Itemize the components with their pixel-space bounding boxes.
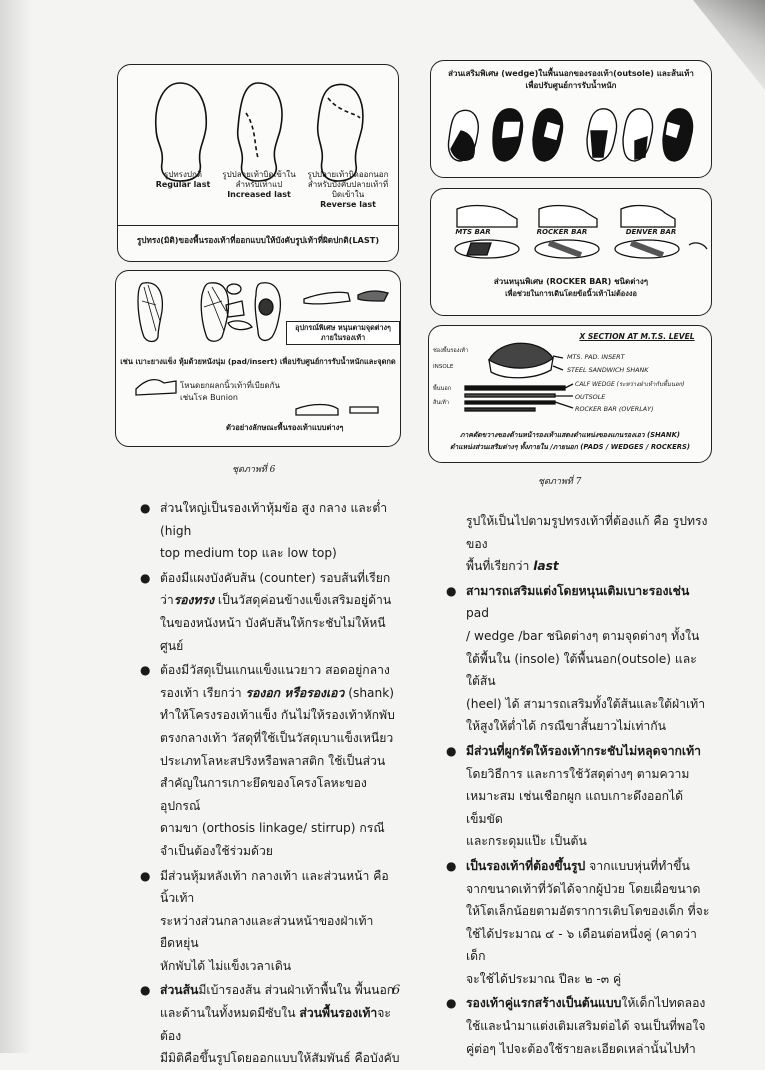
- bullet-coverage: [138, 865, 400, 978]
- shoe-examples-caption: ตัวอย่างลักษณะพื้นรองเท้าแบบต่างๆ: [226, 423, 344, 432]
- wedge-title-2: เพื่อปรับศูนย์การรับน้ำหนัก: [525, 81, 617, 90]
- denver-bar-label: DENVER BAR: [625, 228, 677, 236]
- b5-line-1: ส่วนส้นมีเบ้ารองส้น ส่วนฝ่าเท้าพื้นใน พื้นนอก: [160, 983, 395, 998]
- b1-line-1: ส่วนใหญ่เป็นรองเท้าหุ้มข้อ สูง กลาง และต่ำ (high: [160, 501, 388, 538]
- bullet-padding: [444, 580, 712, 738]
- b4-line-1: มีส่วนหุ้มหลังเท้า กลางเท้า และส่วนหน้า คือนิ้วเท้า: [160, 868, 389, 906]
- b3-line-7: ดามขา (orthosis linkage/ stirrup) กรณี: [160, 821, 385, 836]
- fig7-section-panel: [428, 325, 712, 463]
- fig7-rocker-panel: [430, 188, 712, 316]
- r3-line-5: จะใช้ได้ประมาณ ปีละ ๒ -๓ คู่: [466, 971, 622, 986]
- section-label-1: MTS. PAD. INSERT: [567, 353, 625, 361]
- c1-line-2: พื้นที่เรียกว่า last: [466, 559, 559, 574]
- mts-bar-label: MTS BAR: [455, 228, 491, 236]
- reverse-last-label-3: บิดเข้าใน: [331, 190, 365, 199]
- bullet-dot: ●: [140, 868, 151, 883]
- bullet-molded: [444, 855, 712, 991]
- term-shank: รองอก หรือรองเอว: [245, 685, 345, 700]
- pad-note-box: [286, 321, 400, 345]
- section-left-3: พื้นนอก: [433, 386, 452, 392]
- bullet-dot: ●: [140, 570, 151, 585]
- b3-line-3: ทำให้โครงรองเท้าแข็ง กันไม่ให้รองเท้าหักพับ: [160, 708, 395, 723]
- section-label-4: OUTSOLE: [575, 393, 606, 401]
- bullet-dot: ●: [140, 501, 151, 515]
- r1-line-2: / wedge /bar ชนิดต่างๆ ตามจุดต่างๆ ทั้งใน: [466, 628, 700, 643]
- r1-line-4: (heel) ได้ สามารถเสริมทั้งใต้ส้นและใต้ฝ่าเท้า: [466, 696, 706, 711]
- bullet-shank: [138, 659, 400, 862]
- fig7-wedge-panel: [430, 60, 712, 178]
- bullet-dot: ●: [446, 583, 457, 598]
- pad-note-1: อุปกรณ์พิเศษ หนุนตามจุดต่างๆ: [295, 323, 391, 332]
- b5-line-2: และด้านในทั้งหมดมีซับใน ส่วนพื้นรองเท้าจะต้อง: [160, 1006, 391, 1043]
- b4-line-3: หักพับได้ ไม่แข็งเวลาเดิน: [160, 958, 292, 973]
- increased-last-label-2: สำหรับเท้าแป: [235, 180, 283, 189]
- section-left-1: ช่องพื้นรองเท้า: [433, 348, 469, 354]
- figure-6-caption: ชุดภาพที่ 6: [232, 465, 276, 475]
- foot-lasts-illustration: [118, 73, 398, 183]
- increased-last-label-en: Increased last: [227, 190, 291, 199]
- last-panel-footer: รูปทรง(มิติ)ของพื้นรองเท้าที่ออกแบบให้บังคับรูปเท้าที่ผิดปกติ(LAST): [136, 235, 380, 245]
- bunion-note-2: เช่นโรค Bunion: [180, 393, 238, 402]
- section-left-2: INSOLE: [433, 364, 454, 370]
- fig6-insert-panel: [115, 270, 401, 447]
- bunion-note-1: โหนดยกผลกนิ้วเท้าที่เบียดกัน: [180, 381, 280, 390]
- r2-line-3: เหมาะสม เช่นเชือกผูก แถบเกาะดึงออกได้ เข็มขัด: [466, 789, 684, 826]
- increased-last-label-1: รูปปลายเท้าบิดเข้าใน: [222, 170, 296, 179]
- figure-7-caption: ชุดภาพที่ 7: [538, 477, 582, 487]
- r3-line-2: จากขนาดเท้าที่วัดได้จากผู้ป่วย โดยเผื่อขนาด: [466, 881, 701, 896]
- section-left-4: ส้นเท้า: [433, 400, 449, 406]
- rocker-bar-label: ROCKER BAR: [536, 228, 588, 236]
- regular-last-outline: [156, 83, 207, 181]
- rocker-bar-illustration: [431, 197, 711, 277]
- wedge-title-1: ส่วนเสริมพิเศษ (wedge)ในพื้นนอกของรองเท้า(outsole) และส้นเท้า: [448, 69, 694, 78]
- r3-line-4: ใช้ได้ประมาณ ๔ - ๖ เดือนต่อหนึ่งคู่ (คาดว่าเด็ก: [466, 926, 697, 964]
- bullet-dot: ●: [446, 858, 457, 873]
- reverse-last-label-1: รูปปลายเท้าบิดออกนอก: [307, 170, 389, 179]
- bullet-fastening: [444, 740, 712, 853]
- section-title: X SECTION AT M.T.S. LEVEL: [579, 332, 695, 341]
- r4-line-2: ใช้และนำมาแต่งเติมเสริมต่อได้ จนเป็นที่พอใจ: [466, 1019, 706, 1034]
- b3-line-6: สำคัญในการเกาะยึดของโครงโลหะของอุปกรณ์: [160, 776, 367, 813]
- r3-line-3: ให้โตเล็กน้อยตามอัตราการเติบโตของเด็ก ที่จะ: [466, 904, 710, 919]
- bullet-first-pair: [444, 992, 712, 1060]
- b3-line-5: ประเภทโลหะสปริงหรือพลาสติก ใช้เป็นส่วน: [160, 753, 386, 768]
- r2-line-4: และกระดุมแป๊ะ เป็นต้น: [466, 834, 587, 849]
- bullet-heel: [138, 979, 400, 1069]
- insert-line: เช่น เบาะยางแข็ง หุ้มด้วยหนังนุ่ม (pad/insert) เพื่อปรับศูนย์การรับน้ำหนักและจุดกด: [120, 357, 396, 366]
- b2-line-1: ต้องมีแผงบังคับส้น (counter) รอบส้นที่เรียก: [160, 570, 391, 585]
- b3-line-2: รองเท้า เรียกว่า รองอก หรือรองเอว (shank): [160, 685, 395, 700]
- r4-line-3: คู่ต่อๆ ไปจะต้องใช้รายละเอียดเหล่านั้นไปทำ: [466, 1041, 696, 1056]
- b1-line-2: top medium top และ low top): [160, 546, 337, 561]
- increased-last-outline: [238, 83, 282, 181]
- term-rongsong: รองทรง: [173, 593, 215, 608]
- fig6-last-panel: [117, 64, 399, 262]
- section-caption-2: ตำแหน่งส่วนเสริมต่างๆ ทั้งภายใน /ภายนอก (PADS / WEDGES / ROCKERS): [450, 443, 690, 451]
- c1-line-1: รูปให้เป็นไปตามรูปทรงเท้าที่ต้องแก้ คือ รูปทรงของ: [466, 514, 708, 551]
- left-text-column: [138, 497, 400, 1070]
- rocker-title-1: ส่วนหนุนพิเศษ (ROCKER BAR) ชนิดต่างๆ: [493, 277, 649, 286]
- bullet-dot: ●: [140, 983, 151, 998]
- r2-line-2: โดยวิธีการ และการใช้วัสดุต่างๆ ตามความ: [466, 766, 690, 781]
- continued-paragraph: [444, 510, 712, 578]
- r1-line-5: ให้สูงให้ต่ำได้ กรณีขาสั้นยาวไม่เท่ากัน: [466, 719, 666, 734]
- b3-line-4: ตรงกลางเท้า วัสดุที่ใช้เป็นวัสดุเบาแข็งเหนียว: [160, 730, 394, 745]
- section-label-5: ROCKER BAR (OVERLAY): [575, 405, 654, 413]
- regular-last-label-en: Regular last: [155, 180, 211, 189]
- reverse-last-label-2: สำหรับบังคับปลายเท้าที่: [307, 180, 389, 189]
- section-caption-1: ภาคตัดขวางของด้านหน้ารองเท้าแสดงตำแหน่งของแกนรองเอว (SHANK): [460, 431, 680, 439]
- b2-line-3: ในของหนังหน้า บังคับส้นให้กระชับไม่ให้หนีศูนย์: [160, 615, 386, 653]
- bullet-dot: ●: [446, 996, 457, 1011]
- r4-line-1: รองเท้าคู่แรกสร้างเป็นต้นแบบให้เด็กไปทดลอง: [466, 996, 706, 1011]
- b5-line-3: มีมิติคือขึ้นรูปโดยออกแบบให้สัมพันธ์ คือบังคับ: [160, 1051, 400, 1066]
- page-number: 6: [392, 983, 401, 998]
- section-label-3: CALF WEDGE (ระหว่างฝ่าเท้ากับพื้นนอก): [575, 381, 685, 388]
- b2-line-2: ว่ารองทรง เป็นวัสดุค่อนข้างแข็งเสริมอยู่ด้าน: [160, 593, 392, 608]
- reverse-last-outline: [318, 84, 363, 181]
- r1-line-3: ใต้พื้นใน (insole) ใต้พื้นนอก(outsole) และ ใต้ส้น: [466, 651, 697, 689]
- b4-line-2: ระหว่างส่วนกลางและส่วนหน้าของฝ่าเท้ายืดหยุ่น: [160, 913, 374, 951]
- r2-line-1: มีส่วนที่ผูกรัดให้รองเท้ากระชับไม่หลุดจากเท้า: [466, 743, 701, 758]
- right-text-column: [444, 510, 712, 1060]
- term-last: last: [533, 559, 559, 574]
- reverse-last-label-en: Reverse last: [320, 200, 376, 209]
- regular-last-label-th: รูปทรงปกติ: [164, 170, 202, 179]
- bullet-high-top: [138, 497, 400, 565]
- page-left-edge: [0, 0, 32, 1053]
- r3-line-1: เป็นรองเท้าที่ต้องขึ้นรูป จากแบบหุ่นที่ทำขึ้น: [466, 858, 690, 873]
- pad-note-2: ภายในรองเท้า: [320, 333, 366, 342]
- wedge-soles-illustration: [431, 101, 711, 171]
- b3-line-1: ต้องมีวัสดุเป็นแกนแข็งแนวยาว สอดอยู่กลาง: [160, 663, 390, 678]
- bullet-counter: [138, 567, 400, 657]
- b3-line-8: จำเป็นต้องใช้ร่วมด้วย: [160, 843, 273, 858]
- section-label-2: STEEL SANDWICH SHANK: [567, 366, 649, 374]
- rocker-title-2: เพื่อช่วยในการเดินโดยข้อนิ้วเท้าไม่ต้องงอ: [505, 289, 637, 298]
- r1-line-1: สามารถเสริมแต่งโดยหนุนเติมเบาะรองเช่น pad: [466, 583, 690, 621]
- bullet-dot: ●: [446, 743, 457, 758]
- bullet-dot: ●: [140, 663, 151, 678]
